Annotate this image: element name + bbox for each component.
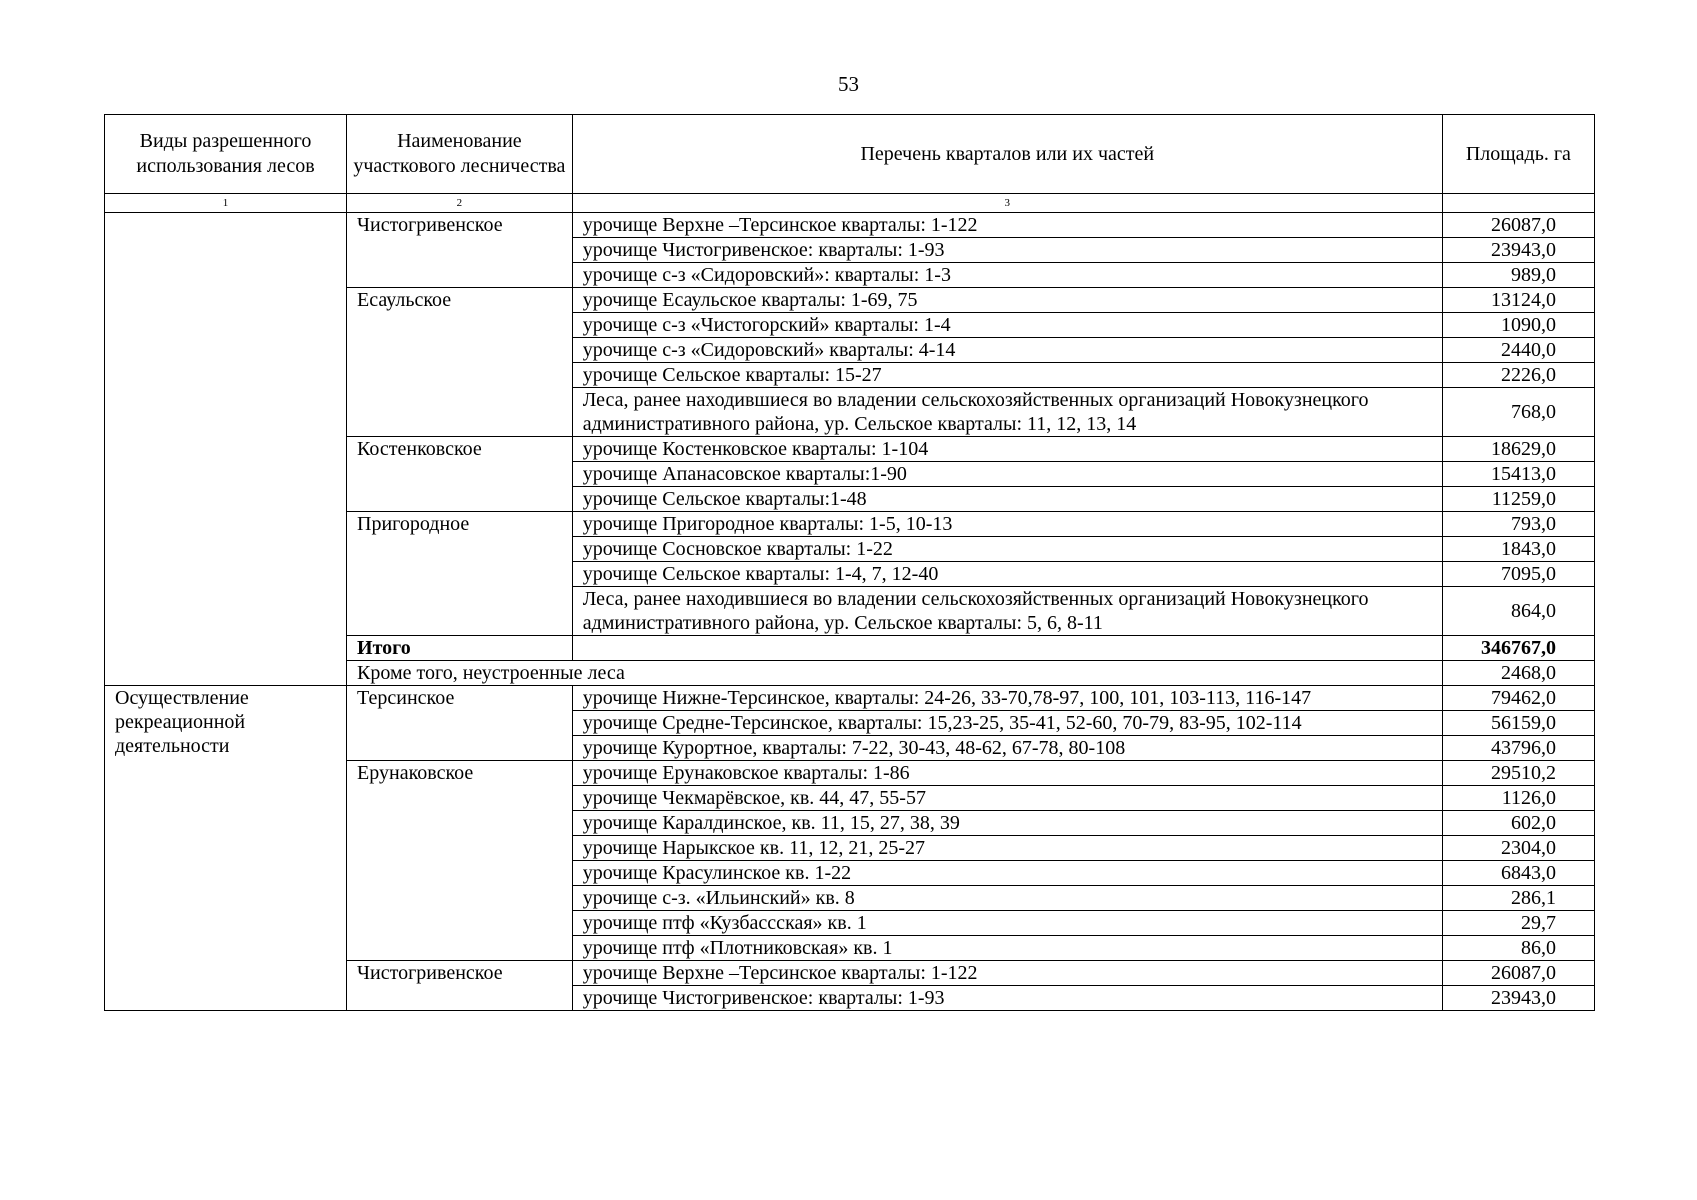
quarters-cell: Леса, ранее находившиеся во владении сельскохозяйственных организаций Новокузнецкого административного района, ур. Сельское кварталы: 5, 6, 8-11 <box>572 587 1442 636</box>
area-cell: 29,7 <box>1442 911 1594 936</box>
quarters-cell: урочище с-з «Чистогорский» кварталы: 1-4 <box>572 313 1442 338</box>
quarters-cell: урочище Сосновское кварталы: 1-22 <box>572 537 1442 562</box>
area-cell: 23943,0 <box>1442 238 1594 263</box>
quarters-cell: урочище Верхне –Терсинское кварталы: 1-122 <box>572 213 1442 238</box>
quarters-cell: урочище Средне-Терсинское, кварталы: 15,23-25, 35-41, 52-60, 70-79, 83-95, 102-114 <box>572 711 1442 736</box>
extra-label: Кроме того, неустроенные леса <box>347 661 1443 686</box>
area-cell: 7095,0 <box>1442 562 1594 587</box>
page-number: 53 <box>838 72 859 96</box>
quarters-cell: урочище птф «Плотниковская» кв. 1 <box>572 936 1442 961</box>
quarters-cell: урочище Верхне –Терсинское кварталы: 1-122 <box>572 961 1442 986</box>
quarters-cell: урочище Нижне-Терсинское, кварталы: 24-26, 33-70,78-97, 100, 101, 103-113, 116-147 <box>572 686 1442 711</box>
area-cell: 864,0 <box>1442 587 1594 636</box>
quarters-cell: урочище птф «Кузбасcская» кв. 1 <box>572 911 1442 936</box>
quarters-cell: урочище Есаульское кварталы: 1-69, 75 <box>572 288 1442 313</box>
quarters-cell: урочище Ерунаковское кварталы: 1-86 <box>572 761 1442 786</box>
quarters-cell: урочище с-з «Сидоровский» кварталы: 4-14 <box>572 338 1442 363</box>
area-cell: 79462,0 <box>1442 686 1594 711</box>
forestry-name-cell: Костенковское <box>347 437 573 512</box>
quarters-cell: урочище Нарыкское кв. 11, 12, 21, 25-27 <box>572 836 1442 861</box>
area-cell: 18629,0 <box>1442 437 1594 462</box>
area-cell: 15413,0 <box>1442 462 1594 487</box>
quarters-cell: урочище Костенковское кварталы: 1-104 <box>572 437 1442 462</box>
quarters-cell: урочище Чистогривенское: кварталы: 1-93 <box>572 986 1442 1011</box>
column-number: 2 <box>347 194 573 213</box>
area-cell: 1126,0 <box>1442 786 1594 811</box>
header-use-type: Виды разрешенного использования лесов <box>105 115 347 194</box>
area-cell: 56159,0 <box>1442 711 1594 736</box>
area-cell: 11259,0 <box>1442 487 1594 512</box>
forestry-name-cell: Пригородное <box>347 512 573 636</box>
area-cell: 26087,0 <box>1442 961 1594 986</box>
quarters-cell: урочище Чекмарёвское, кв. 44, 47, 55-57 <box>572 786 1442 811</box>
area-cell: 2226,0 <box>1442 363 1594 388</box>
area-cell: 2304,0 <box>1442 836 1594 861</box>
area-cell: 793,0 <box>1442 512 1594 537</box>
total-label: Итого <box>347 636 573 661</box>
quarters-cell: урочище Пригородное кварталы: 1-5, 10-13 <box>572 512 1442 537</box>
quarters-cell: урочище Апанасовское кварталы:1-90 <box>572 462 1442 487</box>
quarters-cell: урочище с-з «Сидоровский»: кварталы: 1-3 <box>572 263 1442 288</box>
forestry-name-cell: Есаульское <box>347 288 573 437</box>
extra-area: 2468,0 <box>1442 661 1594 686</box>
area-cell: 86,0 <box>1442 936 1594 961</box>
total-area: 346767,0 <box>1442 636 1594 661</box>
quarters-cell: урочище Каралдинское, кв. 11, 15, 27, 38, 39 <box>572 811 1442 836</box>
area-cell: 602,0 <box>1442 811 1594 836</box>
header-forestry: Наименование участкового лесничества <box>347 115 573 194</box>
area-cell: 29510,2 <box>1442 761 1594 786</box>
table-row <box>105 686 1595 711</box>
quarters-cell: урочище Красулинское кв. 1-22 <box>572 861 1442 886</box>
forest-use-table <box>104 114 1595 1011</box>
column-number: 3 <box>572 194 1442 213</box>
area-cell: 6843,0 <box>1442 861 1594 886</box>
table-row <box>105 213 1595 238</box>
area-cell: 2440,0 <box>1442 338 1594 363</box>
header-quarters: Перечень кварталов или их частей <box>572 115 1442 194</box>
area-cell: 23943,0 <box>1442 986 1594 1011</box>
use-type-cell: Осуществление рекреационной деятельности <box>105 686 347 1011</box>
area-cell: 1090,0 <box>1442 313 1594 338</box>
quarters-cell: урочище Чистогривенское: кварталы: 1-93 <box>572 238 1442 263</box>
total-quarters-cell <box>572 636 1442 661</box>
column-number-row <box>105 194 1595 213</box>
use-type-cell <box>105 213 347 686</box>
quarters-cell: урочище Сельское кварталы: 1-4, 7, 12-40 <box>572 562 1442 587</box>
header-area: Площадь. га <box>1442 115 1594 194</box>
area-cell: 286,1 <box>1442 886 1594 911</box>
area-cell: 26087,0 <box>1442 213 1594 238</box>
area-cell: 768,0 <box>1442 388 1594 437</box>
quarters-cell: урочище Курортное, кварталы: 7-22, 30-43, 48-62, 67-78, 80-108 <box>572 736 1442 761</box>
column-number: 1 <box>105 194 347 213</box>
forestry-name-cell: Чистогривенское <box>347 213 573 288</box>
area-cell: 1843,0 <box>1442 537 1594 562</box>
quarters-cell: урочище с-з. «Ильинский» кв. 8 <box>572 886 1442 911</box>
quarters-cell: урочище Сельское кварталы: 15-27 <box>572 363 1442 388</box>
area-cell: 989,0 <box>1442 263 1594 288</box>
header-row <box>105 115 1595 194</box>
quarters-cell: урочище Сельское кварталы:1-48 <box>572 487 1442 512</box>
column-number <box>1442 194 1594 213</box>
forestry-name-cell: Чистогривенское <box>347 961 573 1011</box>
area-cell: 13124,0 <box>1442 288 1594 313</box>
quarters-cell: Леса, ранее находившиеся во владении сельскохозяйственных организаций Новокузнецкого административного района, ур. Сельское кварталы: 11, 12, 13, 14 <box>572 388 1442 437</box>
forestry-name-cell: Терсинское <box>347 686 573 761</box>
forestry-name-cell: Ерунаковское <box>347 761 573 961</box>
area-cell: 43796,0 <box>1442 736 1594 761</box>
